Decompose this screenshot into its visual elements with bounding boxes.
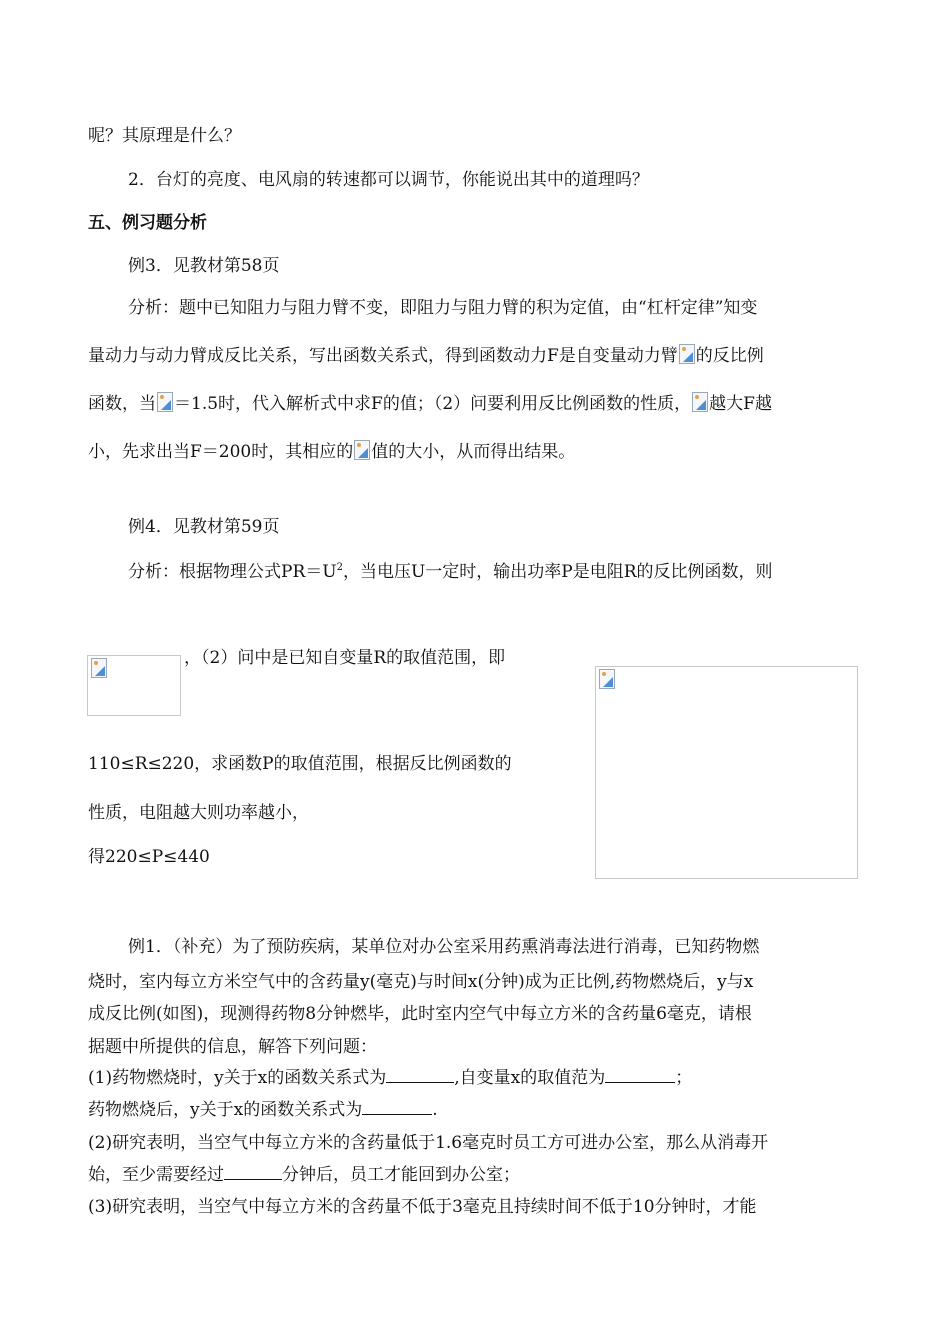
section-heading: 五、例习题分析 <box>88 213 207 233</box>
example-1-line-4: 据题中所提供的信息，解答下列问题： <box>88 1037 377 1057</box>
example-4-title: 例4．见教材第59页 <box>128 517 280 537</box>
question-3: (3)研究表明，当空气中每立方米的含药量不低于3毫克且持续时间不低于10分钟时，才能 <box>88 1197 757 1217</box>
example-1-line-2: 烧时，室内每立方米空气中的含药量y(毫克)与时间x(分钟)成为正比例,药物燃烧后，y与x <box>88 972 754 992</box>
example-1-line-1: 例1．（补充）为了预防疾病，某单位对办公室采用药熏消毒法进行消毒，已知药物燃 <box>128 937 760 957</box>
line-2: 2．台灯的亮度、电风扇的转速都可以调节，你能说出其中的道理吗？ <box>128 170 649 190</box>
text-segment: 值的大小，从而得出结果。 <box>371 442 576 462</box>
example-4-analysis-4: 性质，电阻越大则功率越小， <box>88 803 309 823</box>
formula-image-placeholder <box>87 655 181 716</box>
text-segment: ，当电压U一定时，输出功率P是电阻R的反比例函数，则 <box>342 562 773 582</box>
text-segment: 药物燃烧后，y关于x的函数关系式为 <box>88 1100 363 1120</box>
question-2: (2)研究表明，当空气中每立方米的含药量低于1.6毫克时员工方可进办公室，那么从消毒开 <box>88 1133 769 1153</box>
question-2-part-2 <box>88 1163 520 1187</box>
text-segment: 分钟后，员工才能回到办公室； <box>282 1165 520 1185</box>
text-segment: 函数，当 <box>88 394 156 414</box>
example-1-line-3: 成反比例(如图)，现测得药物8分钟燃毕，此时室内空气中每立方米的含药量6毫克，请根 <box>88 1004 752 1024</box>
text-segment: (1)药物燃烧时，y关于x的函数关系式为 <box>88 1068 387 1088</box>
superscript: 2 <box>336 562 343 573</box>
example-4-analysis-5: 得220≤P≤440 <box>88 847 210 867</box>
question-1-part-2 <box>88 1098 438 1122</box>
text-segment: 的反比例 <box>695 346 764 366</box>
answer-blank[interactable] <box>605 1066 675 1083</box>
text-segment: ＝1.5时，代入解析式中求F的值；（2）问要利用反比例函数的性质， <box>174 394 692 414</box>
text-segment: 分析：根据物理公式PR＝U <box>128 562 337 582</box>
broken-image-icon <box>91 658 107 678</box>
broken-image-icon <box>599 669 615 689</box>
example-3-analysis-4 <box>88 440 575 464</box>
answer-blank[interactable] <box>224 1163 282 1180</box>
example-3-analysis-2 <box>88 344 764 368</box>
line-1: 呢？其原理是什么？ <box>88 126 241 146</box>
answer-blank[interactable] <box>386 1066 454 1083</box>
example-3-analysis-1: 分析：题中已知阻力与阻力臂不变，即阻力与阻力臂的积为定值，由“杠杆定律”知变 <box>128 298 758 318</box>
text-segment: ,自变量x的取值范为 <box>454 1068 606 1088</box>
example-3-analysis-3 <box>88 392 772 416</box>
text-segment: . <box>432 1100 438 1120</box>
text-segment: 始，至少需要经过 <box>88 1165 224 1185</box>
broken-image-icon <box>157 392 173 412</box>
broken-image-icon <box>354 440 370 460</box>
text-segment: 量动力与动力臂成反比关系，写出函数关系式，得到函数动力F是自变量动力臂 <box>88 346 678 366</box>
text-segment: 小，先求出当F＝200时，其相应的 <box>88 442 354 462</box>
example-4-analysis-2: ，（2）问中是已知自变量R的取值范围，即 <box>184 648 506 668</box>
example-4-analysis-1 <box>128 556 773 584</box>
example-3-title: 例3．见教材第58页 <box>128 256 280 276</box>
example-4-analysis-3: 110≤R≤220，求函数P的取值范围，根据反比例函数的 <box>88 754 512 774</box>
graph-image-placeholder <box>595 666 858 879</box>
broken-image-icon <box>679 344 695 364</box>
question-1 <box>88 1066 692 1090</box>
text-segment: ； <box>675 1068 693 1088</box>
answer-blank[interactable] <box>362 1098 432 1115</box>
broken-image-icon <box>692 392 708 412</box>
text-segment: 越大F越 <box>709 394 772 414</box>
